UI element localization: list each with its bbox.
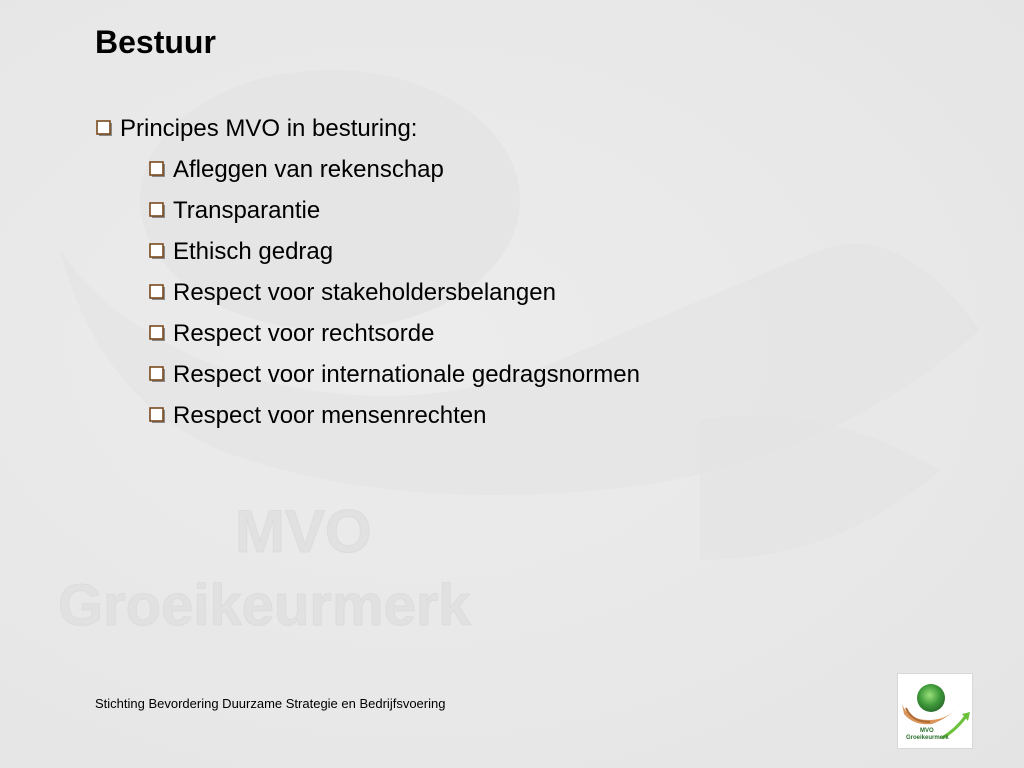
bullet-item: [149, 149, 640, 190]
bullet-item: [149, 354, 640, 395]
bullet-text: Respect voor stakeholdersbelangen: [173, 278, 556, 306]
logo-text-groeikeurmerk: Groeikeurmerk: [906, 735, 949, 741]
checkbox-square-icon: [149, 325, 166, 342]
checkbox-square-icon: [149, 407, 166, 424]
checkbox-square-icon: [149, 284, 166, 301]
bullet-text: Respect voor rechtsorde: [173, 319, 435, 347]
bullet-text: Transparantie: [173, 196, 321, 224]
mvo-groeikeurmerk-logo: [897, 673, 973, 749]
bullet-text: Afleggen van rekenschap: [173, 155, 444, 183]
bullet-text: Principes MVO in besturing:: [120, 114, 418, 142]
bullet-item: [149, 190, 640, 231]
bullet-item: [149, 231, 640, 272]
bullet-list: [96, 108, 640, 436]
bullet-text: Respect voor internationale gedragsnormen: [173, 360, 640, 388]
footer-text: Stichting Bevordering Duurzame Strategie en Bedrijfsvoering: [95, 696, 446, 711]
bullet-text: Ethisch gedrag: [173, 237, 334, 265]
checkbox-square-icon: [149, 243, 166, 260]
hands-globe-logo-icon: [898, 674, 972, 748]
bullet-item: [96, 108, 640, 149]
logo-text-mvo: MVO: [920, 728, 934, 734]
watermark-text-groeikeurmerk: Groeikeurmerk: [58, 573, 471, 638]
bullet-item: [149, 395, 640, 436]
checkbox-square-icon: [149, 202, 166, 219]
checkbox-square-icon: [96, 120, 113, 137]
watermark-text-mvo: MVO: [235, 498, 372, 565]
bullet-text: Respect voor mensenrechten: [173, 401, 487, 429]
checkbox-square-icon: [149, 161, 166, 178]
bullet-item: [149, 313, 640, 354]
checkbox-square-icon: [149, 366, 166, 383]
bullet-item: [149, 272, 640, 313]
slide-title: Bestuur: [95, 24, 216, 60]
